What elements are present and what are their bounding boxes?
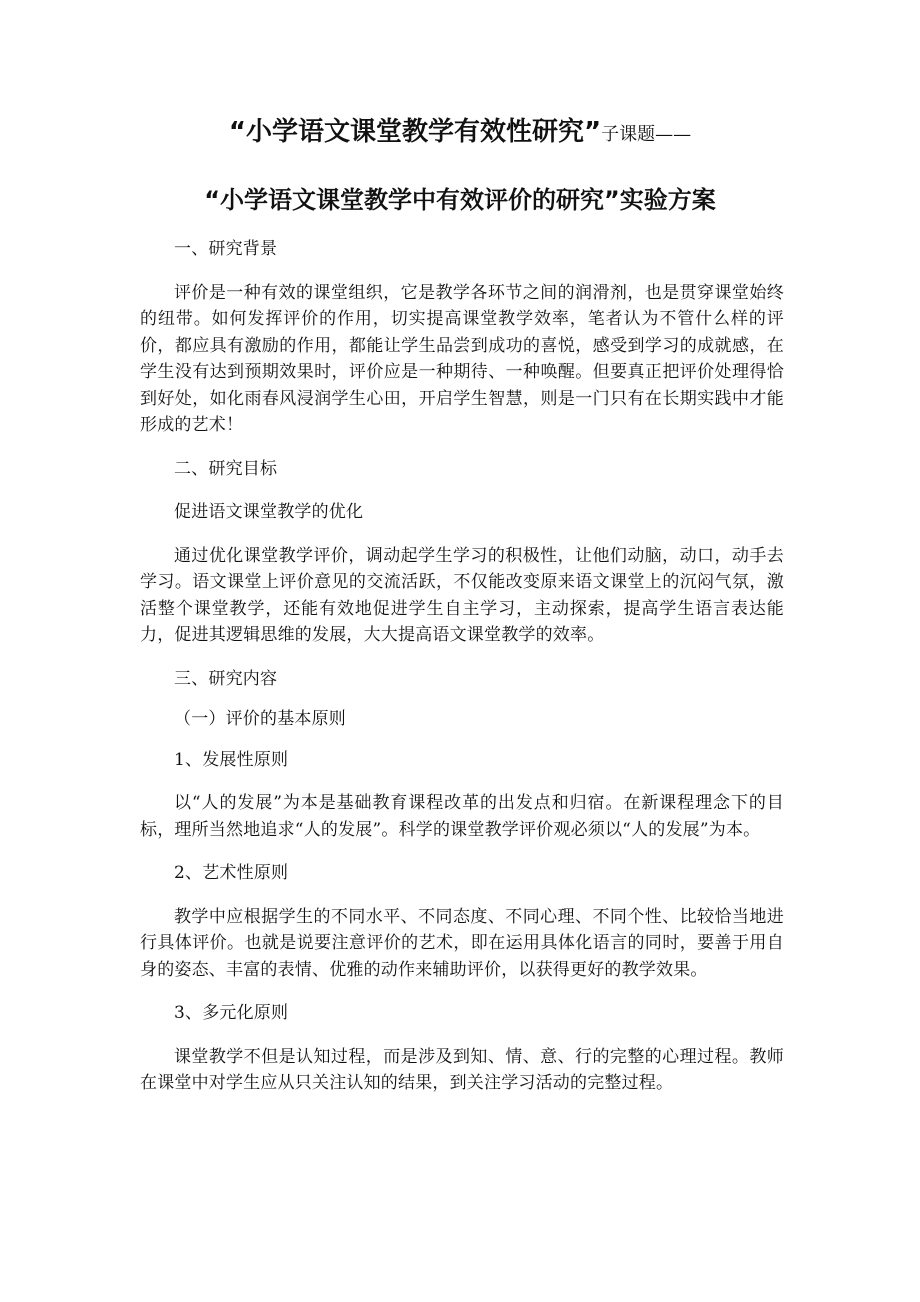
section-heading-content: 三、研究内容 <box>174 668 278 689</box>
paragraph-development: 以“人的发展”为本是基础教育课程改革的出发点和归宿。在新课程理念下的目标，理所当然地追求“人的发展”。科学的课堂教学评价观必须以“人的发展”为本。 <box>140 793 784 840</box>
title-main: “小学语文课堂教学有效性研究” <box>228 117 602 147</box>
paragraph-background: 评价是一种有效的课堂组织，它是教学各环节之间的润滑剂，也是贯穿课堂始终的纽带。如何发挥评价的作用，切实提高课堂教学效率，笔者认为不管什么样的评价，都应具有激励的作用，都能让学生品尝到成功的喜悦，感受到学习的成就感，在学生没有达到预期效果时，评价应是一种期待、一种唤醒。但要真正把评价处理得恰到好处，如化雨春风浸润学生心田，开启学生智慧，则是一门只有在长期实践中才能形成的艺术！ <box>140 282 784 435</box>
section-heading-background: 一、研究背景 <box>174 239 278 259</box>
title-subtopic-label: 子课题—— <box>601 124 692 145</box>
principle-heading-artistry: 2、艺术性原则 <box>174 863 289 883</box>
document-body <box>140 236 784 1097</box>
paragraph-goals: 通过优化课堂教学评价，调动起学生学习的积极性，让他们动脑，动口，动手去学习。语文课堂上评价意见的交流活跃，不仅能改变原来语文课堂上的沉闷气氛，激活整个课堂教学，还能有效地促进学生自主学习，主动探索，提高学生语言表达能力，促进其逻辑思维的发展，大大提高语文课堂教学的效率。 <box>140 545 784 645</box>
paragraph-diversity: 课堂教学不但是认知过程，而是涉及到知、情、意、行的完整的心理过程。教师在课堂中对学生应从只关注认知的结果，到关注学习活动的完整过程。 <box>140 1046 784 1093</box>
document-title <box>0 112 920 155</box>
paragraph-artistry: 教学中应根据学生的不同水平、不同态度、不同心理、不同个性、比较恰当地进行具体评价。也就是说要注意评价的艺术，即在运用具体化语言的同时，要善于用自身的姿态、丰富的表情、优雅的动作来辅助评价，以获得更好的教学效果。 <box>140 906 784 980</box>
principle-heading-diversity: 3、多元化原则 <box>174 1003 289 1023</box>
section-heading-goals: 二、研究目标 <box>174 458 278 479</box>
document-subtitle: “小学语文课堂教学中有效评价的研究”实验方案 <box>204 186 716 214</box>
goal-subheading: 促进语文课堂教学的优化 <box>174 502 364 522</box>
content-subheading-principles: （一）评价的基本原则 <box>174 709 346 729</box>
principle-heading-development: 1、发展性原则 <box>174 749 289 770</box>
